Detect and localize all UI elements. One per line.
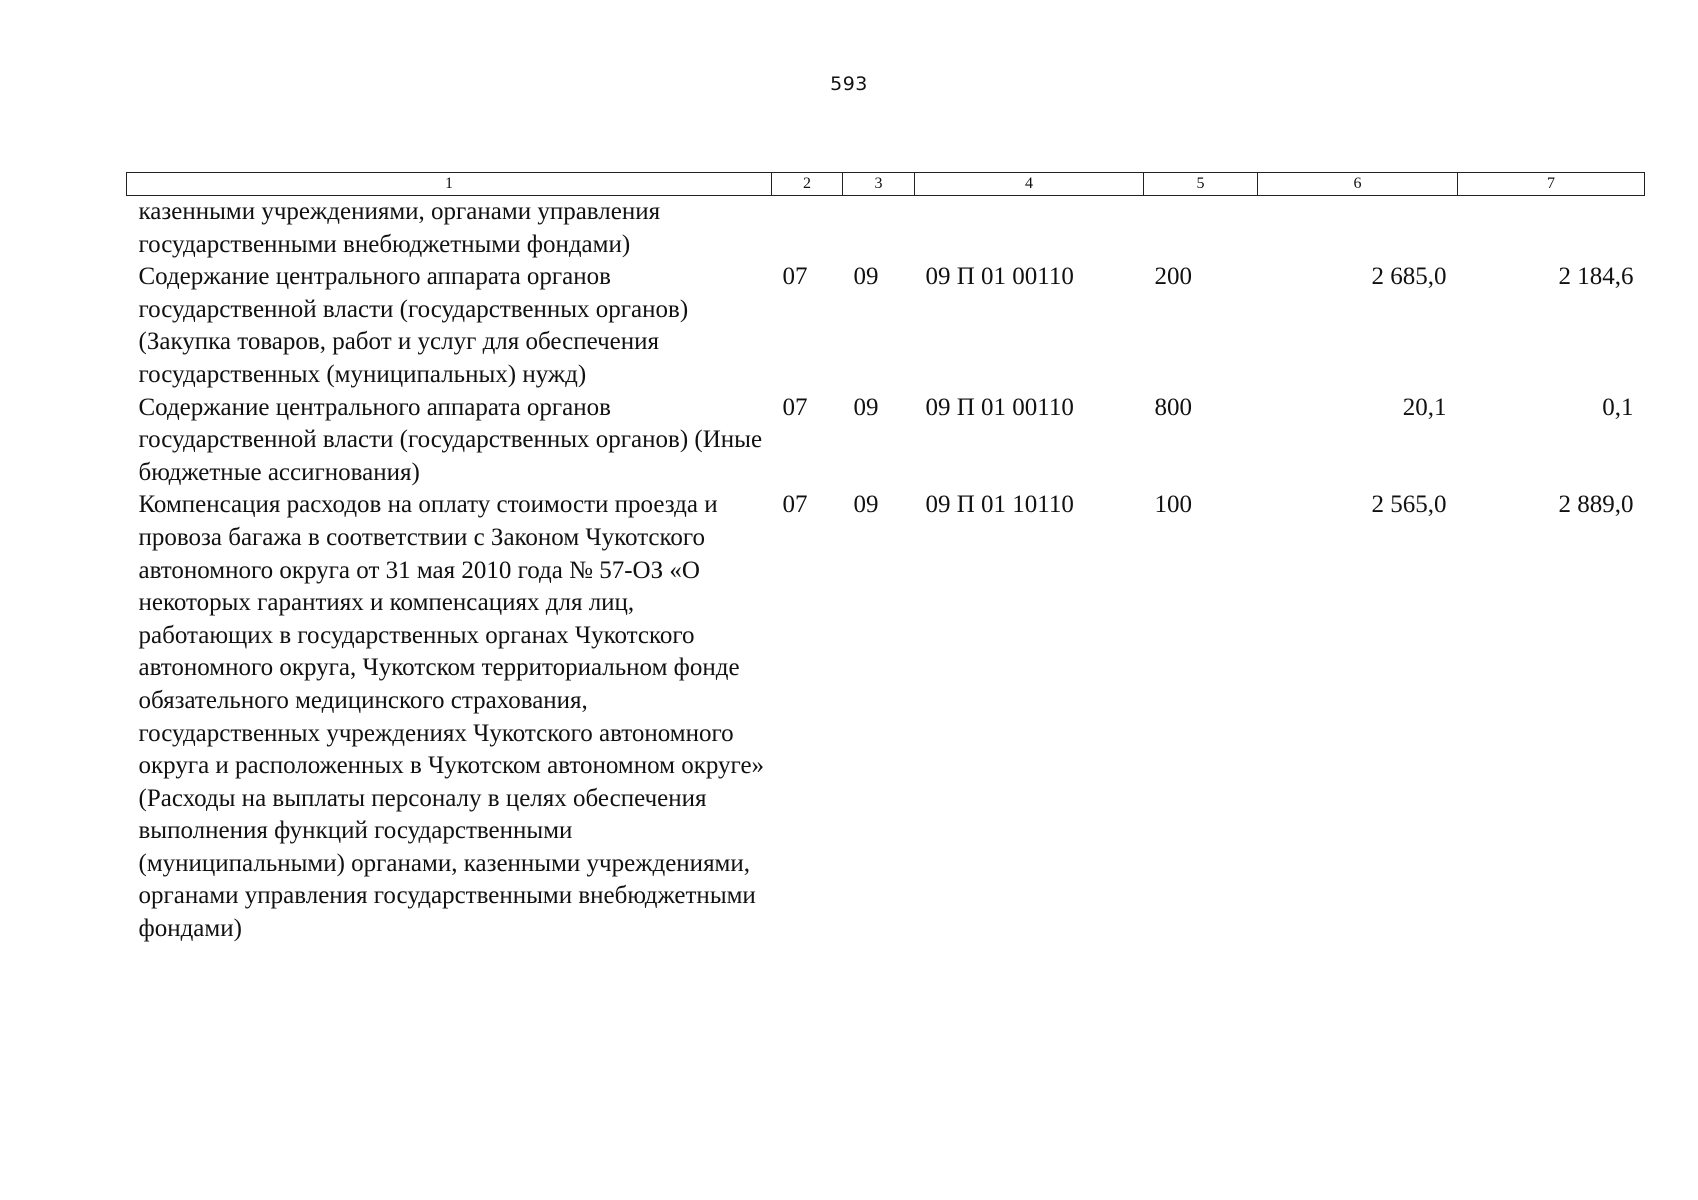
row-subsection: 09 xyxy=(853,393,879,421)
row-amount-2: 0,1 xyxy=(1602,393,1634,421)
column-header-2: 2 xyxy=(772,173,843,196)
row-description: Содержание центрального аппарата органов государственной власти (государственных органов) (Иные бюджетные ассигнования) xyxy=(138,393,763,486)
table-header xyxy=(127,173,1645,196)
row-target-article xyxy=(915,196,1144,262)
column-header-6: 6 xyxy=(1258,173,1458,196)
row-section xyxy=(772,196,843,262)
table-row xyxy=(127,261,1645,391)
column-header-5: 5 xyxy=(1144,173,1258,196)
row-expense-type: 100 xyxy=(1154,491,1192,519)
table-row xyxy=(127,489,1645,945)
row-amount-2: 2 184,6 xyxy=(1558,263,1634,291)
table-row xyxy=(127,392,1645,490)
row-subsection xyxy=(843,196,915,262)
row-description: казенными учреждениями, органами управления государственными внебюджетными фондами) xyxy=(138,198,661,258)
column-header-7: 7 xyxy=(1458,173,1645,196)
row-expense-type: 200 xyxy=(1154,263,1192,291)
row-section: 07 xyxy=(782,263,808,291)
row-amount-2 xyxy=(1458,196,1645,262)
row-target-article: 09 П 01 00110 xyxy=(925,393,1074,421)
page-number: 593 xyxy=(830,73,868,95)
row-description: Содержание центрального аппарата органов государственной власти (государственных органов) (Закупка товаров, работ и услуг для обеспечения государственных (муниципальных) нужд) xyxy=(138,263,689,388)
column-header-1: 1 xyxy=(127,173,772,196)
row-amount-1: 20,1 xyxy=(1402,393,1447,421)
table-body xyxy=(127,196,1645,946)
column-header-3: 3 xyxy=(843,173,915,196)
row-subsection: 09 xyxy=(853,263,879,291)
row-description: Компенсация расходов на оплату стоимости проезда и провоза багажа в соответствии с Законом Чукотского автономного округа от 31 мая 2010 года № 57-ОЗ «О некоторых гарантиях и компенсациях для лиц, работающих в государственных органах Чукотского автономного округа, Чукотском территориальном фонде обязательного медицинского страхования, государственных учреждениях Чукотского автономного округа и расположенных в Чукотском автономном округе» (Расходы на выплаты персоналу в целях обеспечения выполнения функций государственными (муниципальными) органами, казенными учреждениями, органами управления государственными внебюджетными фондами) xyxy=(138,491,765,943)
row-expense-type: 800 xyxy=(1154,393,1192,421)
row-target-article: 09 П 01 00110 xyxy=(925,263,1074,291)
row-amount-1: 2 685,0 xyxy=(1371,263,1447,291)
budget-table xyxy=(126,172,1645,946)
row-section: 07 xyxy=(782,491,808,519)
row-subsection: 09 xyxy=(853,491,879,519)
row-amount-1 xyxy=(1258,196,1458,262)
row-amount-2: 2 889,0 xyxy=(1558,491,1634,519)
table-row xyxy=(127,196,1645,262)
column-header-4: 4 xyxy=(915,173,1144,196)
row-target-article: 09 П 01 10110 xyxy=(925,491,1074,519)
row-section: 07 xyxy=(782,393,808,421)
row-amount-1: 2 565,0 xyxy=(1371,491,1447,519)
row-expense-type xyxy=(1144,196,1258,262)
column-number-row xyxy=(127,173,1645,196)
